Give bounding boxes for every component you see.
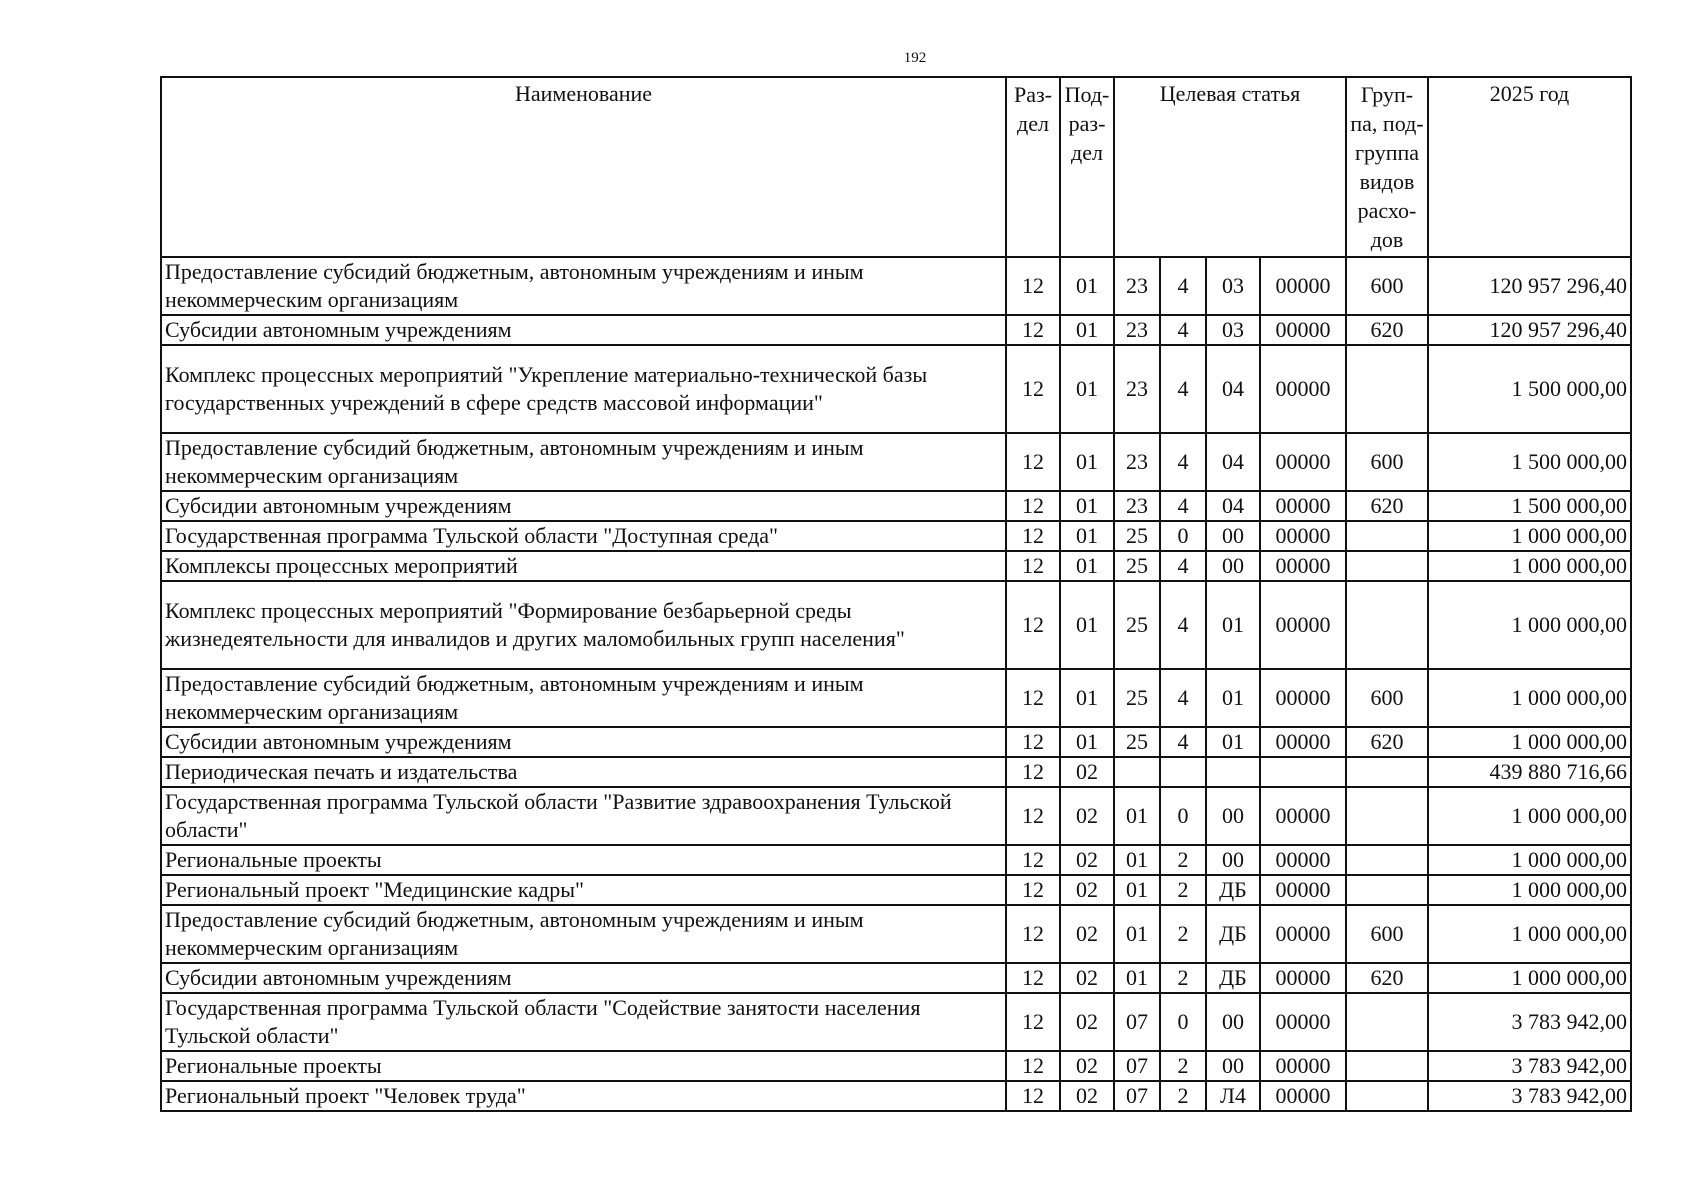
table-row bbox=[161, 551, 1631, 581]
row-razdel: 12 bbox=[1006, 315, 1060, 345]
row-name: Региональные проекты bbox=[161, 845, 1006, 875]
table-row bbox=[161, 757, 1631, 787]
row-name: Субсидии автономным учреждениям bbox=[161, 727, 1006, 757]
row-target-type: 4 bbox=[1160, 257, 1206, 315]
row-expense-group: 600 bbox=[1346, 669, 1428, 727]
row-expense-group bbox=[1346, 551, 1428, 581]
row-target-direction: 00000 bbox=[1260, 905, 1346, 963]
row-target-program: 01 bbox=[1114, 845, 1160, 875]
row-target-direction: 00000 bbox=[1260, 1051, 1346, 1081]
row-target-element: 03 bbox=[1206, 315, 1260, 345]
row-name: Государственная программа Тульской области "Содействие занятости населения Тульской области" bbox=[161, 993, 1006, 1051]
header-razdel: Раз-дел bbox=[1006, 77, 1060, 257]
row-amount: 1 000 000,00 bbox=[1428, 521, 1631, 551]
row-target-direction bbox=[1260, 757, 1346, 787]
row-target-direction: 00000 bbox=[1260, 787, 1346, 845]
row-podrazdel: 01 bbox=[1060, 491, 1114, 521]
row-podrazdel: 02 bbox=[1060, 993, 1114, 1051]
row-name: Предоставление субсидий бюджетным, автономным учреждениям и иным некоммерческим организациям bbox=[161, 669, 1006, 727]
row-target-program: 23 bbox=[1114, 345, 1160, 433]
row-amount: 1 500 000,00 bbox=[1428, 345, 1631, 433]
row-expense-group: 600 bbox=[1346, 905, 1428, 963]
row-amount: 439 880 716,66 bbox=[1428, 757, 1631, 787]
row-name: Комплексы процессных мероприятий bbox=[161, 551, 1006, 581]
row-target-direction: 00000 bbox=[1260, 727, 1346, 757]
row-target-direction: 00000 bbox=[1260, 993, 1346, 1051]
row-target-element: ДБ bbox=[1206, 905, 1260, 963]
row-podrazdel: 02 bbox=[1060, 757, 1114, 787]
table-row bbox=[161, 257, 1631, 315]
row-target-program: 25 bbox=[1114, 551, 1160, 581]
row-name: Предоставление субсидий бюджетным, автономным учреждениям и иным некоммерческим организациям bbox=[161, 257, 1006, 315]
row-target-program: 01 bbox=[1114, 875, 1160, 905]
row-target-program: 25 bbox=[1114, 669, 1160, 727]
row-razdel: 12 bbox=[1006, 257, 1060, 315]
row-name: Региональные проекты bbox=[161, 1051, 1006, 1081]
row-target-program: 23 bbox=[1114, 257, 1160, 315]
row-target-type: 4 bbox=[1160, 433, 1206, 491]
row-target-type: 4 bbox=[1160, 315, 1206, 345]
row-target-direction: 00000 bbox=[1260, 521, 1346, 551]
table-row bbox=[161, 875, 1631, 905]
row-razdel: 12 bbox=[1006, 1081, 1060, 1111]
row-name: Региональный проект "Человек труда" bbox=[161, 1081, 1006, 1111]
row-target-type: 4 bbox=[1160, 551, 1206, 581]
row-target-direction: 00000 bbox=[1260, 315, 1346, 345]
row-name: Комплекс процессных мероприятий "Укрепление материально-технической базы государственных учреждений в сфере средств массовой информации" bbox=[161, 345, 1006, 433]
row-podrazdel: 01 bbox=[1060, 315, 1114, 345]
row-target-direction: 00000 bbox=[1260, 491, 1346, 521]
row-name: Предоставление субсидий бюджетным, автономным учреждениям и иным некоммерческим организациям bbox=[161, 905, 1006, 963]
row-target-element: 01 bbox=[1206, 727, 1260, 757]
row-amount: 3 783 942,00 bbox=[1428, 993, 1631, 1051]
row-name: Предоставление субсидий бюджетным, автономным учреждениям и иным некоммерческим организациям bbox=[161, 433, 1006, 491]
row-target-type: 4 bbox=[1160, 491, 1206, 521]
row-amount: 120 957 296,40 bbox=[1428, 257, 1631, 315]
table-row bbox=[161, 787, 1631, 845]
row-target-element: ДБ bbox=[1206, 875, 1260, 905]
row-podrazdel: 01 bbox=[1060, 257, 1114, 315]
row-expense-group: 620 bbox=[1346, 491, 1428, 521]
row-target-program: 07 bbox=[1114, 1081, 1160, 1111]
table-row bbox=[161, 905, 1631, 963]
row-podrazdel: 01 bbox=[1060, 669, 1114, 727]
row-target-element: 01 bbox=[1206, 581, 1260, 669]
table-row bbox=[161, 963, 1631, 993]
row-amount: 1 500 000,00 bbox=[1428, 433, 1631, 491]
row-target-program: 07 bbox=[1114, 1051, 1160, 1081]
header-name: Наименование bbox=[161, 77, 1006, 257]
row-target-element: 00 bbox=[1206, 1051, 1260, 1081]
row-podrazdel: 02 bbox=[1060, 845, 1114, 875]
row-target-direction: 00000 bbox=[1260, 963, 1346, 993]
row-podrazdel: 01 bbox=[1060, 727, 1114, 757]
row-podrazdel: 01 bbox=[1060, 581, 1114, 669]
row-target-program: 01 bbox=[1114, 963, 1160, 993]
table-row bbox=[161, 727, 1631, 757]
row-target-program: 01 bbox=[1114, 787, 1160, 845]
row-target-element: 03 bbox=[1206, 257, 1260, 315]
row-target-type: 4 bbox=[1160, 581, 1206, 669]
row-expense-group bbox=[1346, 875, 1428, 905]
row-expense-group bbox=[1346, 845, 1428, 875]
row-target-type: 2 bbox=[1160, 905, 1206, 963]
row-amount: 1 000 000,00 bbox=[1428, 787, 1631, 845]
row-target-type: 2 bbox=[1160, 875, 1206, 905]
row-razdel: 12 bbox=[1006, 757, 1060, 787]
row-amount: 1 000 000,00 bbox=[1428, 551, 1631, 581]
row-expense-group: 600 bbox=[1346, 257, 1428, 315]
row-podrazdel: 01 bbox=[1060, 551, 1114, 581]
row-target-direction: 00000 bbox=[1260, 1081, 1346, 1111]
row-target-program bbox=[1114, 757, 1160, 787]
row-podrazdel: 02 bbox=[1060, 787, 1114, 845]
row-podrazdel: 01 bbox=[1060, 521, 1114, 551]
row-amount: 1 000 000,00 bbox=[1428, 727, 1631, 757]
row-target-program: 07 bbox=[1114, 993, 1160, 1051]
table-row bbox=[161, 1081, 1631, 1111]
row-amount: 1 000 000,00 bbox=[1428, 875, 1631, 905]
table-row bbox=[161, 491, 1631, 521]
row-razdel: 12 bbox=[1006, 551, 1060, 581]
row-razdel: 12 bbox=[1006, 727, 1060, 757]
row-target-direction: 00000 bbox=[1260, 875, 1346, 905]
row-target-program: 23 bbox=[1114, 491, 1160, 521]
row-amount: 1 000 000,00 bbox=[1428, 905, 1631, 963]
row-podrazdel: 02 bbox=[1060, 875, 1114, 905]
row-target-type: 0 bbox=[1160, 787, 1206, 845]
row-target-element: 01 bbox=[1206, 669, 1260, 727]
row-razdel: 12 bbox=[1006, 905, 1060, 963]
row-expense-group bbox=[1346, 787, 1428, 845]
row-target-element: 04 bbox=[1206, 345, 1260, 433]
row-amount: 1 000 000,00 bbox=[1428, 963, 1631, 993]
row-target-element bbox=[1206, 757, 1260, 787]
row-target-program: 25 bbox=[1114, 727, 1160, 757]
row-amount: 1 500 000,00 bbox=[1428, 491, 1631, 521]
row-name: Периодическая печать и издательства bbox=[161, 757, 1006, 787]
row-amount: 120 957 296,40 bbox=[1428, 315, 1631, 345]
row-target-type: 2 bbox=[1160, 1051, 1206, 1081]
row-razdel: 12 bbox=[1006, 875, 1060, 905]
row-target-type: 4 bbox=[1160, 669, 1206, 727]
row-target-type: 0 bbox=[1160, 993, 1206, 1051]
row-amount: 3 783 942,00 bbox=[1428, 1051, 1631, 1081]
row-expense-group bbox=[1346, 521, 1428, 551]
row-target-program: 23 bbox=[1114, 433, 1160, 491]
row-target-direction: 00000 bbox=[1260, 581, 1346, 669]
row-target-element: 04 bbox=[1206, 433, 1260, 491]
row-podrazdel: 01 bbox=[1060, 345, 1114, 433]
row-razdel: 12 bbox=[1006, 521, 1060, 551]
row-name: Субсидии автономным учреждениям bbox=[161, 315, 1006, 345]
row-target-direction: 00000 bbox=[1260, 669, 1346, 727]
row-name: Комплекс процессных мероприятий "Формирование безбарьерной среды жизнедеятельности для инвалидов и других маломобильных групп населения" bbox=[161, 581, 1006, 669]
row-target-type: 4 bbox=[1160, 727, 1206, 757]
table-row bbox=[161, 1051, 1631, 1081]
row-target-type: 2 bbox=[1160, 845, 1206, 875]
row-razdel: 12 bbox=[1006, 345, 1060, 433]
header-year: 2025 год bbox=[1428, 77, 1631, 257]
row-amount: 1 000 000,00 bbox=[1428, 669, 1631, 727]
row-target-direction: 00000 bbox=[1260, 345, 1346, 433]
row-name: Государственная программа Тульской области "Развитие здравоохранения Тульской области" bbox=[161, 787, 1006, 845]
row-razdel: 12 bbox=[1006, 581, 1060, 669]
row-amount: 1 000 000,00 bbox=[1428, 845, 1631, 875]
table-row bbox=[161, 433, 1631, 491]
row-razdel: 12 bbox=[1006, 433, 1060, 491]
row-target-element: 00 bbox=[1206, 993, 1260, 1051]
table-row bbox=[161, 315, 1631, 345]
row-razdel: 12 bbox=[1006, 669, 1060, 727]
row-razdel: 12 bbox=[1006, 845, 1060, 875]
row-expense-group bbox=[1346, 757, 1428, 787]
table-row bbox=[161, 993, 1631, 1051]
row-target-program: 01 bbox=[1114, 905, 1160, 963]
row-target-element: 04 bbox=[1206, 491, 1260, 521]
header-gruppa-vidov-rashodov: Груп-па, под-группа видов расхо-дов bbox=[1346, 77, 1428, 257]
row-podrazdel: 01 bbox=[1060, 433, 1114, 491]
row-amount: 1 000 000,00 bbox=[1428, 581, 1631, 669]
row-razdel: 12 bbox=[1006, 963, 1060, 993]
table-row bbox=[161, 345, 1631, 433]
row-amount: 3 783 942,00 bbox=[1428, 1081, 1631, 1111]
row-expense-group bbox=[1346, 993, 1428, 1051]
row-expense-group bbox=[1346, 345, 1428, 433]
row-expense-group: 600 bbox=[1346, 433, 1428, 491]
budget-table bbox=[160, 76, 1632, 1112]
row-expense-group bbox=[1346, 1081, 1428, 1111]
row-target-element: Л4 bbox=[1206, 1081, 1260, 1111]
page-number: 192 bbox=[903, 50, 927, 66]
row-podrazdel: 02 bbox=[1060, 963, 1114, 993]
header-celevaya-statya: Целевая статья bbox=[1114, 77, 1346, 257]
row-podrazdel: 02 bbox=[1060, 1081, 1114, 1111]
row-name: Государственная программа Тульской области "Доступная среда" bbox=[161, 521, 1006, 551]
row-name: Субсидии автономным учреждениям bbox=[161, 491, 1006, 521]
row-target-program: 25 bbox=[1114, 581, 1160, 669]
header-podrazdel: Под-раз-дел bbox=[1060, 77, 1114, 257]
row-target-element: 00 bbox=[1206, 845, 1260, 875]
row-expense-group: 620 bbox=[1346, 963, 1428, 993]
row-razdel: 12 bbox=[1006, 1051, 1060, 1081]
row-razdel: 12 bbox=[1006, 491, 1060, 521]
row-target-direction: 00000 bbox=[1260, 257, 1346, 315]
row-target-direction: 00000 bbox=[1260, 433, 1346, 491]
row-target-direction: 00000 bbox=[1260, 845, 1346, 875]
row-target-program: 25 bbox=[1114, 521, 1160, 551]
row-razdel: 12 bbox=[1006, 993, 1060, 1051]
row-target-element: 00 bbox=[1206, 787, 1260, 845]
row-target-type: 2 bbox=[1160, 963, 1206, 993]
table-row bbox=[161, 581, 1631, 669]
row-target-type: 0 bbox=[1160, 521, 1206, 551]
row-target-element: 00 bbox=[1206, 521, 1260, 551]
row-target-type bbox=[1160, 757, 1206, 787]
row-target-program: 23 bbox=[1114, 315, 1160, 345]
row-podrazdel: 02 bbox=[1060, 905, 1114, 963]
row-target-element: ДБ bbox=[1206, 963, 1260, 993]
row-target-direction: 00000 bbox=[1260, 551, 1346, 581]
table-row bbox=[161, 845, 1631, 875]
row-expense-group: 620 bbox=[1346, 727, 1428, 757]
row-expense-group bbox=[1346, 581, 1428, 669]
row-name: Субсидии автономным учреждениям bbox=[161, 963, 1006, 993]
row-target-type: 4 bbox=[1160, 345, 1206, 433]
row-name: Региональный проект "Медицинские кадры" bbox=[161, 875, 1006, 905]
table-body bbox=[161, 257, 1631, 1111]
row-expense-group: 620 bbox=[1346, 315, 1428, 345]
row-razdel: 12 bbox=[1006, 787, 1060, 845]
row-podrazdel: 02 bbox=[1060, 1051, 1114, 1081]
table-row bbox=[161, 521, 1631, 551]
row-expense-group bbox=[1346, 1051, 1428, 1081]
table-row bbox=[161, 669, 1631, 727]
row-target-type: 2 bbox=[1160, 1081, 1206, 1111]
row-target-element: 00 bbox=[1206, 551, 1260, 581]
